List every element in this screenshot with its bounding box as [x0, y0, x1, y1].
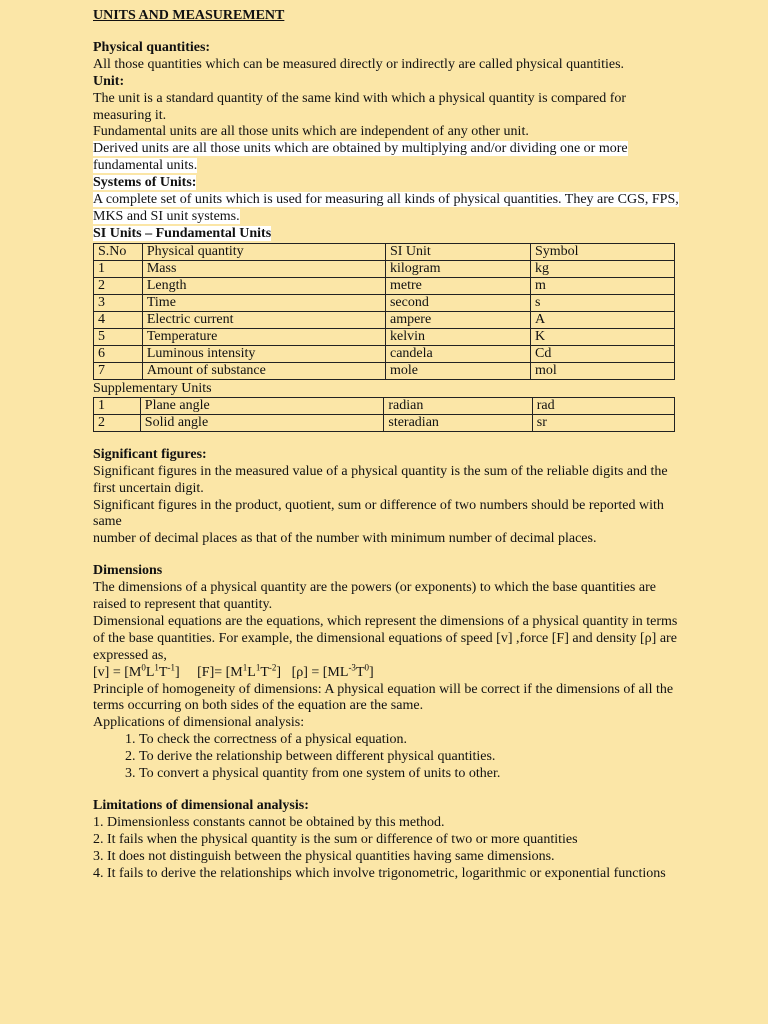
- si-units-table: [93, 243, 675, 380]
- si-units-heading-text: SI Units – Fundamental Units: [93, 225, 272, 241]
- dimensions-p2: Dimensional equations are the equations, which represent the dimensions of a physical quantity in terms of the base quantities. For example, the dimensional equations of speed [v] ,force [F] and density [ρ] are expressed as,: [93, 613, 678, 663]
- table-cell: Electric current: [142, 311, 385, 328]
- table-row: [94, 277, 675, 294]
- limitations-heading: Limitations of dimensional analysis:: [93, 798, 309, 813]
- table-cell: 2: [94, 277, 143, 294]
- table-cell: Temperature: [142, 328, 385, 345]
- table-cell: 2: [94, 414, 141, 431]
- significant-figures-p3: number of decimal places as that of the number with minimum number of decimal places.: [93, 531, 597, 547]
- dimensions-heading: Dimensions: [93, 563, 163, 579]
- list-item: 2. To derive the relationship between different physical quantities.: [139, 749, 683, 766]
- applications-heading: Applications of dimensional analysis:: [93, 715, 305, 731]
- si-units-header-row: [94, 243, 675, 260]
- list-item: 3. It does not distinguish between the physical quantities having same dimensions.: [93, 848, 555, 864]
- list-item: 1. To check the correctness of a physical equation.: [139, 732, 683, 749]
- table-cell: Time: [142, 294, 385, 311]
- applications-list: [93, 732, 683, 783]
- table-cell: ampere: [385, 311, 530, 328]
- derived-units-highlight: Derived units are all those units which are obtained by multiplying and/or dividing one or more fundamental units.: [93, 141, 628, 174]
- header-si-unit: SI Unit: [385, 243, 530, 260]
- header-physical-quantity: Physical quantity: [142, 243, 385, 260]
- table-row: [94, 294, 675, 311]
- table-cell: 1: [94, 397, 141, 414]
- table-cell: 5: [94, 328, 143, 345]
- table-cell: 3: [94, 294, 143, 311]
- table-cell: 7: [94, 362, 143, 379]
- table-cell: Solid angle: [140, 414, 384, 431]
- table-cell: Luminous intensity: [142, 345, 385, 362]
- speed-equation: $[v] = [M^0L^1T^{-1}]$: [93, 662, 180, 680]
- table-row: [94, 397, 675, 414]
- table-cell: mol: [531, 362, 675, 379]
- si-units-heading: [93, 226, 683, 243]
- table-cell: m: [531, 277, 675, 294]
- significant-figures-heading: Significant figures:: [93, 446, 207, 462]
- unit-definition: The unit is a standard quantity of the same kind with which a physical quantity is compared for measuring it.: [93, 90, 627, 123]
- document-content: [93, 8, 683, 883]
- systems-heading: [93, 175, 683, 192]
- homogeneity-principle: Principle of homogeneity of dimensions: A physical equation will be correct if the dimensions of all the terms occurring on both sides of the equation are the same.: [93, 681, 674, 714]
- table-cell: Length: [142, 277, 385, 294]
- systems-text: [93, 192, 683, 226]
- significant-figures-p2: Significant figures in the product, quotient, sum or difference of two numbers should be reported with same: [93, 497, 664, 530]
- header-sno: S.No: [94, 243, 143, 260]
- table-cell: Amount of substance: [142, 362, 385, 379]
- table-cell: s: [531, 294, 675, 311]
- list-item: 1. Dimensionless constants cannot be obtained by this method.: [93, 814, 445, 830]
- table-cell: Mass: [142, 260, 385, 277]
- table-cell: steradian: [384, 414, 532, 431]
- table-cell: candela: [385, 345, 530, 362]
- fundamental-units-text: Fundamental units are all those units which are independent of any other unit.: [93, 124, 529, 140]
- force-equation: $[F]= [M^1L^1T^{-2}]$: [197, 662, 282, 680]
- document-title: UNITS AND MEASUREMENT: [93, 8, 285, 23]
- table-row: [94, 362, 675, 379]
- list-item: 4. It fails to derive the relationships which involve trigonometric, logarithmic or exponential functions: [93, 865, 666, 881]
- list-item: 2. It fails when the physical quantity is the sum or difference of two or more quantities: [93, 831, 578, 847]
- table-cell: rad: [532, 397, 674, 414]
- table-cell: sr: [532, 414, 674, 431]
- significant-figures-p1: Significant figures in the measured value of a physical quantity is the sum of the reliable digits and the first uncertain digit.: [93, 463, 668, 496]
- table-cell: K: [531, 328, 675, 345]
- supplementary-units-label: Supplementary Units: [93, 380, 212, 396]
- table-cell: second: [385, 294, 530, 311]
- table-cell: Cd: [531, 345, 675, 362]
- systems-heading-text: Systems of Units:: [93, 175, 197, 191]
- unit-heading: Unit:: [93, 73, 125, 89]
- physical-quantities-heading: Physical quantities:: [93, 39, 211, 55]
- table-cell: radian: [384, 397, 532, 414]
- table-cell: kg: [531, 260, 675, 277]
- physical-quantities-text: All those quantities which can be measured directly or indirectly are called physical quantities.: [93, 56, 625, 72]
- derived-units-text: [93, 141, 683, 175]
- table-cell: 1: [94, 260, 143, 277]
- table-row: [94, 260, 675, 277]
- table-cell: 6: [94, 345, 143, 362]
- list-item: 3. To convert a physical quantity from one system of units to other.: [139, 766, 683, 783]
- density-equation: $[\rho] = [ML^{-3}T^0]$: [291, 662, 374, 680]
- supplementary-units-table: [93, 397, 675, 432]
- table-row: [94, 414, 675, 431]
- table-row: [94, 328, 675, 345]
- header-symbol: Symbol: [531, 243, 675, 260]
- table-row: [94, 311, 675, 328]
- table-cell: kilogram: [385, 260, 530, 277]
- dimensional-equations: [93, 662, 683, 682]
- table-cell: mole: [385, 362, 530, 379]
- systems-text-highlight: A complete set of units which is used for measuring all kinds of physical quantities. They are CGS, FPS, MKS and SI unit systems.: [93, 192, 679, 224]
- table-row: [94, 345, 675, 362]
- table-cell: kelvin: [385, 328, 530, 345]
- table-cell: metre: [385, 277, 530, 294]
- dimensions-p1: The dimensions of a physical quantity are the powers (or exponents) to which the base quantities are raised to represent that quantity.: [93, 580, 656, 613]
- table-cell: Plane angle: [140, 397, 384, 414]
- table-cell: A: [531, 311, 675, 328]
- table-cell: 4: [94, 311, 143, 328]
